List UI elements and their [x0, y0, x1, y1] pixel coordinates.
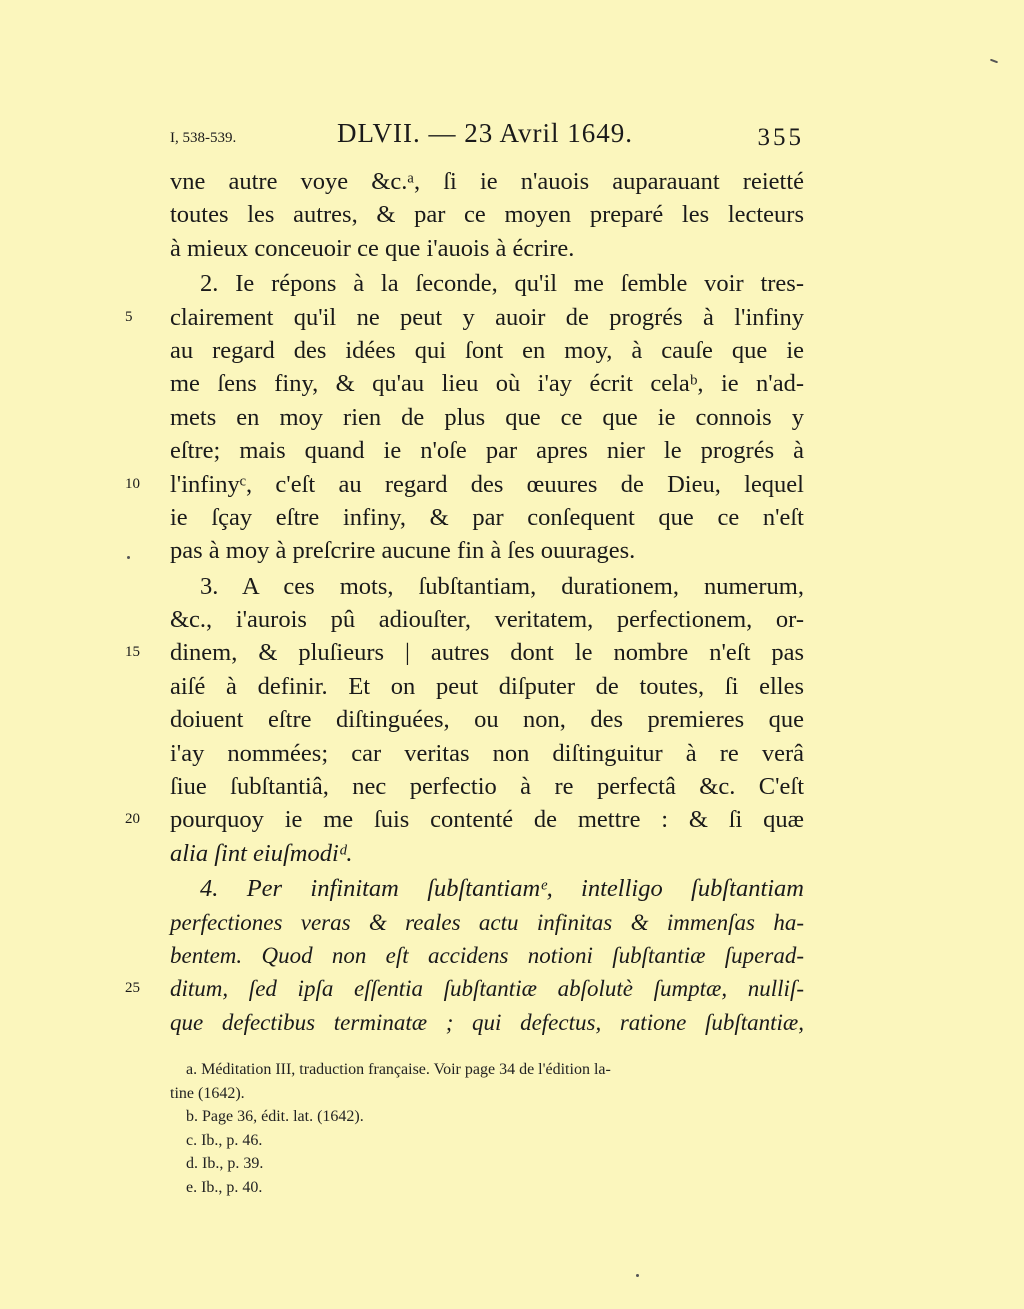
- line-text: vne autre voye &c.ᵃ, ſi ie n'auois auparauant reietté: [170, 168, 804, 195]
- text-line: [170, 906, 804, 939]
- text-line: [170, 703, 804, 736]
- running-header: [170, 118, 804, 154]
- text-line: [170, 872, 804, 905]
- line-text: i'ay nommées; car veritas non diſtinguitur à re verâ: [170, 739, 804, 767]
- footnote: c. Ib., p. 46.: [186, 1131, 263, 1149]
- text-line: [170, 770, 804, 803]
- footnote: d. Ib., p. 39.: [186, 1155, 264, 1172]
- text-line: [125, 301, 804, 334]
- text-line: [170, 501, 804, 534]
- text-line: [170, 534, 804, 567]
- source-reference: I, 538-539.: [170, 130, 237, 146]
- line-text: l'infinyᶜ, c'eſt au regard des œuures de Dieu, lequel: [170, 470, 804, 498]
- line-text: ditum, ſed ipſa eſſentia ſubſtantiæ abſolutè ſumptæ, nulliſ-: [170, 976, 804, 1002]
- line-text: ie ſçay eſtre infiny, & par conſequent que ce n'eſt: [170, 503, 804, 531]
- text-line: [170, 198, 804, 231]
- text-line: [125, 803, 804, 836]
- line-number: 5: [125, 308, 133, 325]
- footnote-continuation: tine (1642).: [170, 1084, 245, 1102]
- line-text: mets en moy rien de plus que ce que ie connois y: [170, 403, 804, 431]
- text-line: [170, 367, 804, 400]
- text-line: [125, 468, 804, 501]
- text-line: [170, 232, 804, 265]
- paper-speck: [990, 59, 998, 64]
- footnotes: [170, 1058, 804, 1199]
- text-line: [170, 1006, 804, 1039]
- line-text: doiuent eſtre diſtinguées, ou non, des premieres que: [170, 706, 804, 734]
- line-text: 2. Ie répons à la ſeconde, qu'il me ſemble voir tres-: [200, 270, 804, 298]
- line-text: à mieux conceuoir ce que i'auois à écrire.: [170, 234, 575, 262]
- text-line: [170, 670, 804, 703]
- letter-title: DLVII. — 23 Avril 1649.: [337, 118, 633, 148]
- text-line: [170, 267, 804, 300]
- line-text: ſiue ſubſtantiâ, nec perfectio à re perfectâ &c. C'eſt: [170, 773, 804, 801]
- text-line: [170, 837, 804, 870]
- line-text: alia ſint eiuſmodiᵈ.: [170, 839, 353, 867]
- text-line: [170, 434, 804, 467]
- line-text: eſtre; mais quand ie n'oſe par apres nier le progrés à: [170, 437, 804, 465]
- paper-speck: [127, 556, 130, 559]
- line-text: aiſé à definir. Et on peut diſputer de toutes, ſi elles: [170, 672, 804, 700]
- footnote: b. Page 36, édit. lat. (1642).: [186, 1108, 364, 1125]
- footnote: e. Ib., p. 40.: [186, 1178, 263, 1196]
- paper-speck: [636, 1274, 639, 1277]
- line-text: toutes les autres, & par ce moyen preparé les lecteurs: [170, 201, 804, 229]
- text-line: [170, 165, 804, 198]
- line-text: 4. Per infinitam ſubſtantiamᵉ, intelligo ſubſtantiam: [200, 875, 804, 903]
- line-number: 15: [125, 644, 140, 661]
- line-text: au regard des idées qui ſont en moy, à cauſe que ie: [170, 336, 804, 364]
- text-line: [170, 737, 804, 770]
- text-line: [170, 334, 804, 367]
- footnote: a. Méditation III, traduction française. Voir page 34 de l'édition la-: [186, 1061, 611, 1078]
- text-line: [125, 636, 804, 669]
- line-number: 20: [125, 811, 140, 828]
- line-text: pas à moy à preſcrire aucune fin à ſes ouurages.: [170, 537, 636, 565]
- text-line: [125, 972, 804, 1005]
- page-number: 355: [757, 124, 804, 151]
- line-text: bentem. Quod non eſt accidens notioni ſubſtantiæ ſuperad-: [170, 942, 804, 968]
- line-number: 10: [125, 475, 140, 492]
- main-text: [125, 165, 804, 1039]
- line-text: dinem, & pluſieurs | autres dont le nombre n'eſt pas: [170, 639, 804, 667]
- text-line: [170, 570, 804, 603]
- line-text: pourquoy ie me ſuis contenté de mettre : & ſi quæ: [170, 806, 804, 834]
- text-line: [170, 603, 804, 636]
- line-text: &c., i'aurois pû adiouſter, veritatem, perfectionem, or-: [170, 606, 804, 634]
- line-text: me ſens finy, & qu'au lieu où i'ay écrit celaᵇ, ie n'ad-: [170, 370, 804, 398]
- line-text: 3. A ces mots, ſubſtantiam, durationem, numerum,: [200, 572, 804, 600]
- line-number: 25: [125, 980, 140, 997]
- text-line: [170, 939, 804, 972]
- line-text: clairement qu'il ne peut y auoir de progrés à l'infiny: [170, 303, 804, 331]
- line-text: perfectiones veras & reales actu infinitas & immenſas ha-: [170, 909, 804, 935]
- text-line: [170, 401, 804, 434]
- line-text: que defectibus terminatæ ; qui defectus, ratione ſubſtantiæ,: [170, 1009, 804, 1035]
